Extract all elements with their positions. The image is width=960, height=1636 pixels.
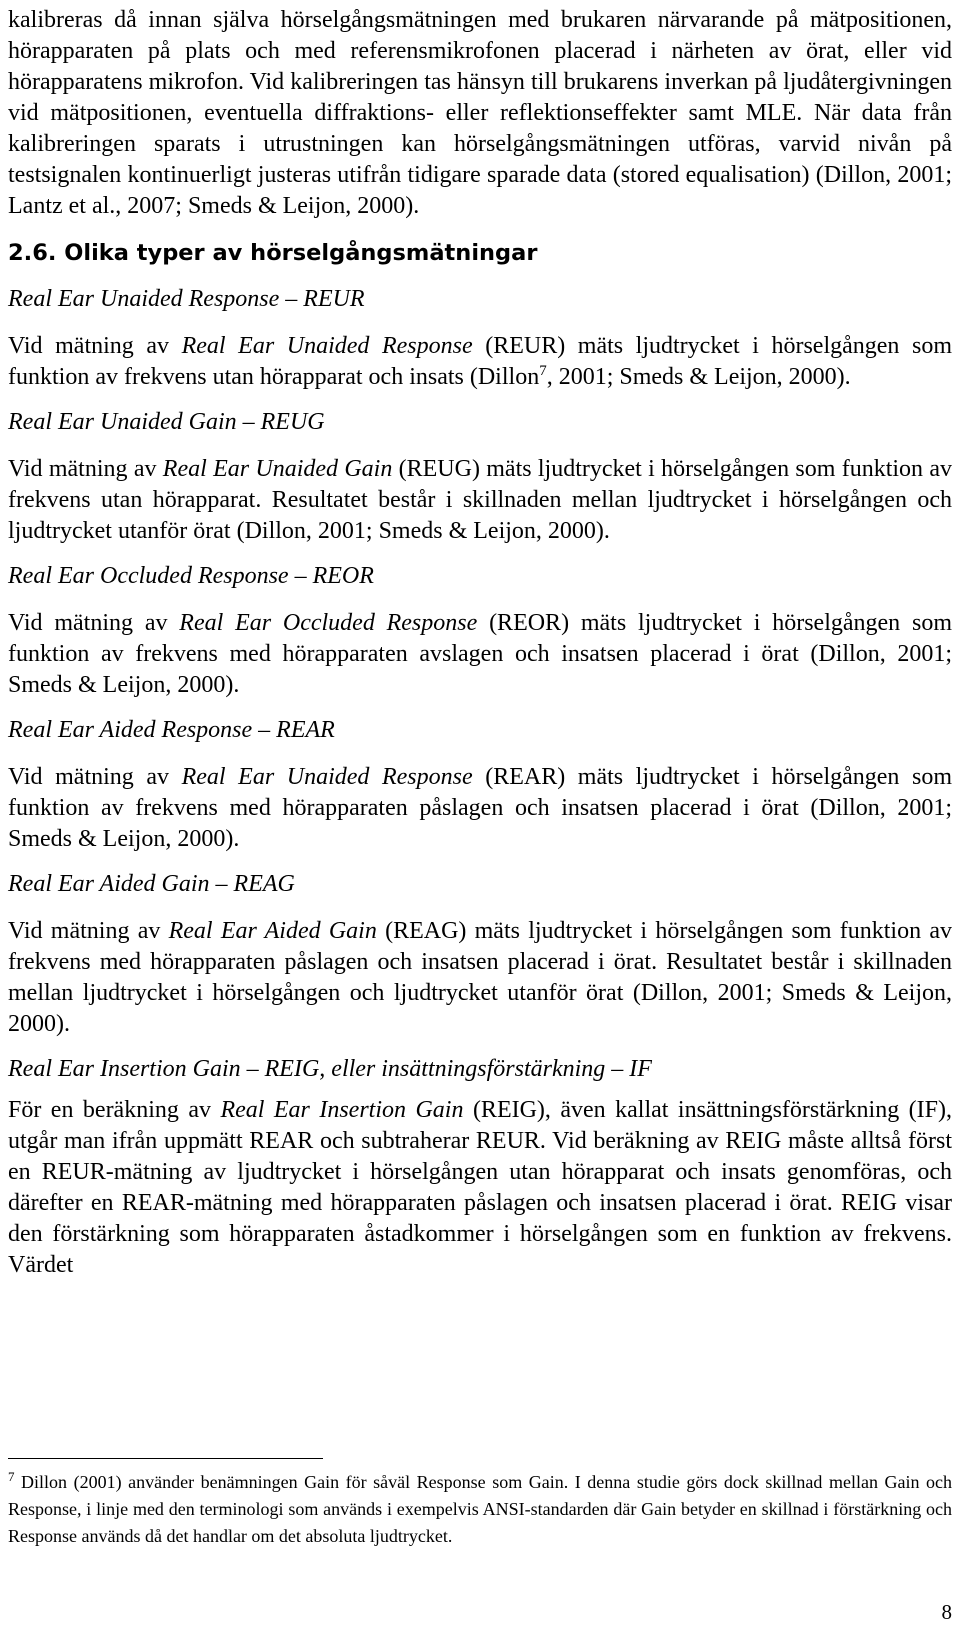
reug-subheading: Real Ear Unaided Gain – REUG xyxy=(8,409,325,435)
reur-subheading: Real Ear Unaided Response – REUR xyxy=(8,286,365,312)
footnote-divider xyxy=(8,1458,323,1459)
footnote-reference[interactable]: 7 xyxy=(539,363,547,379)
reig-paragraph: För en beräkning av Real Ear Insertion Gain (REIG), även kallat insättningsförstärkning (IF), utgår man ifrån uppmätt REAR och subtraherar REUR. Vid beräkning av REIG måste alltså först en REUR-mätning av ljudtrycket i hörselgången utan hörapparat och insats genomföras, och därefter en REAR-mätning med hörapparaten påslagen och insatsen placerad i örat. REIG visar den förstärkning som hörapparaten åstadkommer i hörselgången som en funktion av frekvens. Värdet xyxy=(8,1097,953,1278)
rear-subheading: Real Ear Aided Response – REAR xyxy=(8,717,335,743)
footnote: $^7$ Dillon (2001) använder benämningen Gain för såväl Response som Gain. I denna studie görs dock skillnad mellan Gain och Response, i linje med den terminologi som används i exempelvis ANSI-standarden där Gain betyder en skillnad i förstärkning och Response används då det handlar om det absoluta ljudtrycket. xyxy=(8,1469,952,1546)
page-number: 8 xyxy=(941,1600,952,1624)
reur-paragraph: Vid mätning av Real Ear Unaided Response (REUR) mäts ljudtrycket i hörselgången som funktion av frekvens utan hörapparat och insats (Dillon$^7$, 2001; Smeds & Leijon, 2000). xyxy=(8,333,953,390)
reag-subheading: Real Ear Aided Gain – REAG xyxy=(8,871,295,897)
reag-paragraph: Vid mätning av Real Ear Aided Gain (REAG) mäts ljudtrycket i hörselgången som funktion av frekvens med hörapparaten påslagen och insatsen placerad i örat. Resultatet består i skillnaden mellan ljudtrycket i hörselgången och ljudtrycket utanför örat (Dillon, 2001; Smeds & Leijon, 2000). xyxy=(8,918,952,1037)
intro-paragraph: kalibreras då innan själva hörselgångsmätningen med brukaren närvarande på mätpositionen, hörapparaten på plats och med referensmikrofonen placerad i närheten av örat, eller vid hörapparatens mikrofon. Vid kalibreringen tas hänsyn till brukarens inverkan på ljudåtergivningen vid mätpositionen, eventuella diffraktions- eller reflektionseffekter samt MLE. När data från kalibreringen sparats i utrustningen kan hörselgångsmätningen utföras, varvid nivån på testsignalen kontinuerligt justeras utifrån tidigare sparade data (stored equalisation) (Dillon, 2001; Lantz et al., 2007; Smeds & Leijon, 2000). xyxy=(8,7,952,219)
rear-paragraph: Vid mätning av Real Ear Unaided Response (REAR) mäts ljudtrycket i hörselgången som funktion av frekvens med hörapparaten påslagen och insatsen placerad i örat (Dillon, 2001; Smeds & Leijon, 2000). xyxy=(8,764,953,852)
document-page xyxy=(8,0,953,1624)
reor-subheading: Real Ear Occluded Response – REOR xyxy=(8,563,374,589)
section-heading: 2.6. Olika typer av hörselgångsmätningar xyxy=(8,240,538,266)
reig-subheading: Real Ear Insertion Gain – REIG, eller insättningsförstärkning – IF xyxy=(8,1056,652,1082)
reug-paragraph: Vid mätning av Real Ear Unaided Gain (REUG) mäts ljudtrycket i hörselgången som funktion av frekvens utan hörapparat. Resultatet består i skillnaden mellan ljudtrycket i hörselgången och ljudtrycket utanför örat (Dillon, 2001; Smeds & Leijon, 2000). xyxy=(8,456,952,544)
reor-paragraph: Vid mätning av Real Ear Occluded Response (REOR) mäts ljudtrycket i hörselgången som funktion av frekvens med hörapparaten avslagen och insatsen placerad i örat (Dillon, 2001; Smeds & Leijon, 2000). xyxy=(8,610,952,698)
footnote-marker: 7 xyxy=(8,1469,15,1484)
